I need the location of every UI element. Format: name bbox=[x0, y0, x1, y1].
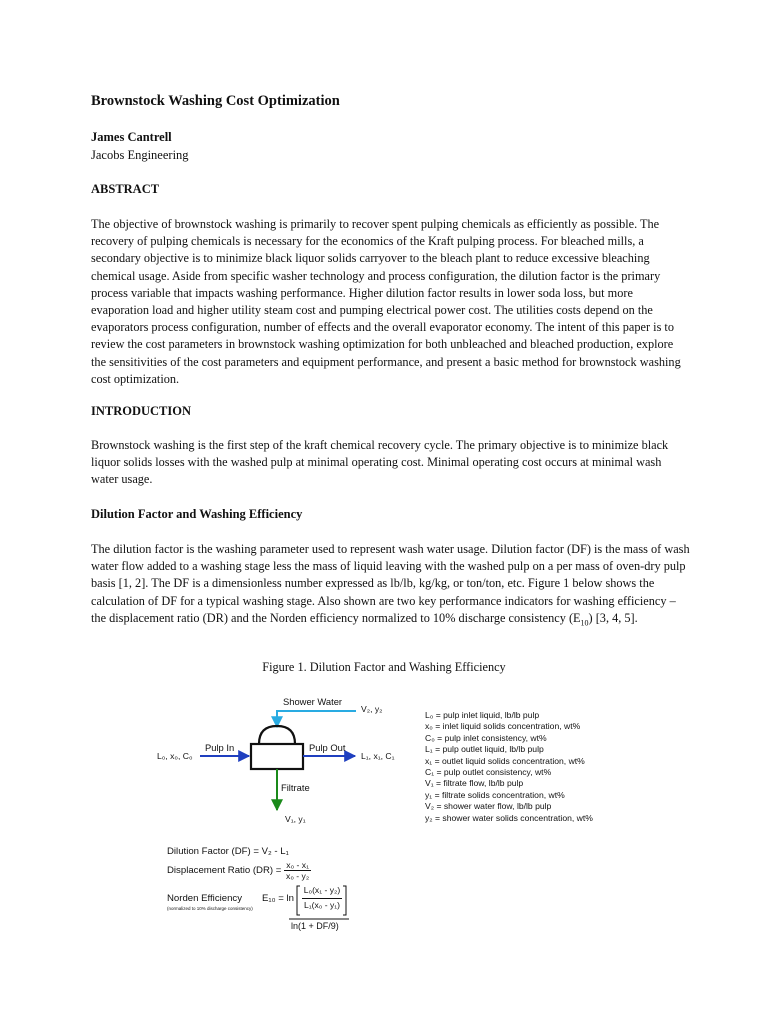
dr-fraction bbox=[284, 860, 311, 881]
legend-item: x₀ = inlet liquid solids concentration, wt% bbox=[425, 721, 581, 732]
legend-item: y₂ = shower water solids concentration, wt% bbox=[425, 812, 593, 823]
norden-numerator: L₀(x₁ - y₂) bbox=[303, 885, 341, 895]
abstract-heading: ABSTRACT bbox=[91, 182, 160, 196]
dr-numerator: x₀ - x₁ bbox=[284, 860, 311, 871]
pulp-in-label: Pulp In bbox=[205, 742, 235, 753]
legend-item: L₀ = pulp inlet liquid, lb/lb pulp bbox=[425, 710, 540, 720]
norden-bracket-right bbox=[343, 886, 346, 915]
section-text-end: ) [3, 4, 5]. bbox=[588, 610, 638, 625]
filtrate-label: Filtrate bbox=[281, 782, 310, 793]
section-text-subscript: 10 bbox=[580, 618, 589, 628]
legend-item: y₁ = filtrate solids concentration, wt% bbox=[425, 789, 565, 800]
norden-lhs: E₁₀ = ln bbox=[262, 893, 295, 904]
paper-title: Brownstock Washing Cost Optimization bbox=[91, 93, 340, 109]
dr-denominator: x₀ - y₂ bbox=[286, 871, 310, 881]
introduction-text: Brownstock washing is the first step of the kraft chemical recovery cycle. The primary objective is to minimize black liquor solids losses with the washed pulp at minimal operating cost. Minimal operating cost occurs at minimal wash water usage. bbox=[91, 438, 669, 487]
author-affiliation: Jacobs Engineering bbox=[91, 148, 189, 162]
norden-inner-bar bbox=[302, 898, 342, 899]
norden-denominator: L₁(x₀ - y₁) bbox=[303, 900, 341, 910]
washer-box bbox=[251, 744, 303, 769]
pulp-in-vars: L₀, x₀, C₀ bbox=[157, 751, 193, 761]
dr-label: Displacement Ratio (DR) = bbox=[167, 865, 282, 877]
displacement-ratio-equation bbox=[167, 860, 311, 881]
variable-legend bbox=[425, 710, 593, 824]
washer-hood bbox=[259, 726, 295, 744]
norden-bracket-left bbox=[297, 886, 300, 915]
introduction-heading: INTRODUCTION bbox=[91, 404, 192, 418]
pulp-out-vars: L₁, x₁, C₁ bbox=[361, 751, 395, 761]
figure-caption: Figure 1. Dilution Factor and Washing Efficiency bbox=[262, 660, 506, 674]
legend-item: L₁ = pulp outlet liquid, lb/lb pulp bbox=[425, 744, 544, 755]
filtrate-vars: V₁, y₁ bbox=[285, 814, 306, 824]
section-heading: Dilution Factor and Washing Efficiency bbox=[91, 507, 303, 521]
author-name: James Cantrell bbox=[91, 130, 172, 144]
pulp-out-label: Pulp Out bbox=[309, 742, 346, 753]
dilution-factor-equation: Dilution Factor (DF) = V₂ - L₁ bbox=[167, 846, 289, 857]
legend-item: V₁ = filtrate flow, lb/lb pulp bbox=[425, 778, 524, 789]
shower-water-vars: V₂, y₂ bbox=[361, 704, 383, 714]
shower-water-label: Shower Water bbox=[283, 696, 343, 707]
norden-note: (normalized to 10% discharge consistency) bbox=[167, 906, 253, 911]
abstract-text: The objective of brownstock washing is primarily to recover spent pulping chemicals as efficiently as possible. The recovery of pulping chemicals is necessary for the economics of the Kraft pulping process. For bleached mills, a secondary objective is to minimize black liquor solids carryover to the bleach plant to reduce excessive bleaching chemical usage. Aside from specific washer technology and process configuration, the dilution factor is the primary process variable that impacts washing performance. Higher dilution factor results in lower soda loss, but more evaporation load and higher utility steam cost and pumping electrical power cost. The utilities costs depend on the evaporators process configuration, number of effects and the overall evaporator economy. The intent of this paper is to review the cost parameters in brownstock washing optimization for both unbleached and bleached production, explore the sensitivities of the cost parameters and equipment performance, and present a basic method for brownstock washing cost optimization. bbox=[91, 217, 681, 386]
legend-item: C₀ = pulp inlet consistency, wt% bbox=[425, 732, 547, 743]
section-text-main: The dilution factor is the washing parameter used to represent wash water usage. Dilution factor (DF) is the mass of wash water flow added to a washing stage less the mass of liquid leaving with the washed pulp on a per mass of oven-dry pulp basis [1, 2]. The DF is a dimensionless number expressed as lb/lb, kg/kg, or ton/ton, etc. Figure 1 below shows the calculation of DF for a typical washing stage. Also shown are two key performance indicators for washing efficiency – the displacement ratio (DR) and the Norden efficiency normalized to 10% discharge consistency (E bbox=[91, 542, 690, 625]
legend-item: V₂ = shower water flow, lb/lb pulp bbox=[425, 801, 552, 812]
legend-item: x₁ = outlet liquid solids concentration, wt% bbox=[425, 755, 585, 766]
legend-item: C₁ = pulp outlet consistency, wt% bbox=[425, 767, 552, 778]
shower-water-arrow bbox=[277, 711, 356, 727]
norden-bottom: ln(1 + DF/9) bbox=[291, 921, 339, 931]
norden-label: Norden Efficiency bbox=[167, 893, 243, 904]
